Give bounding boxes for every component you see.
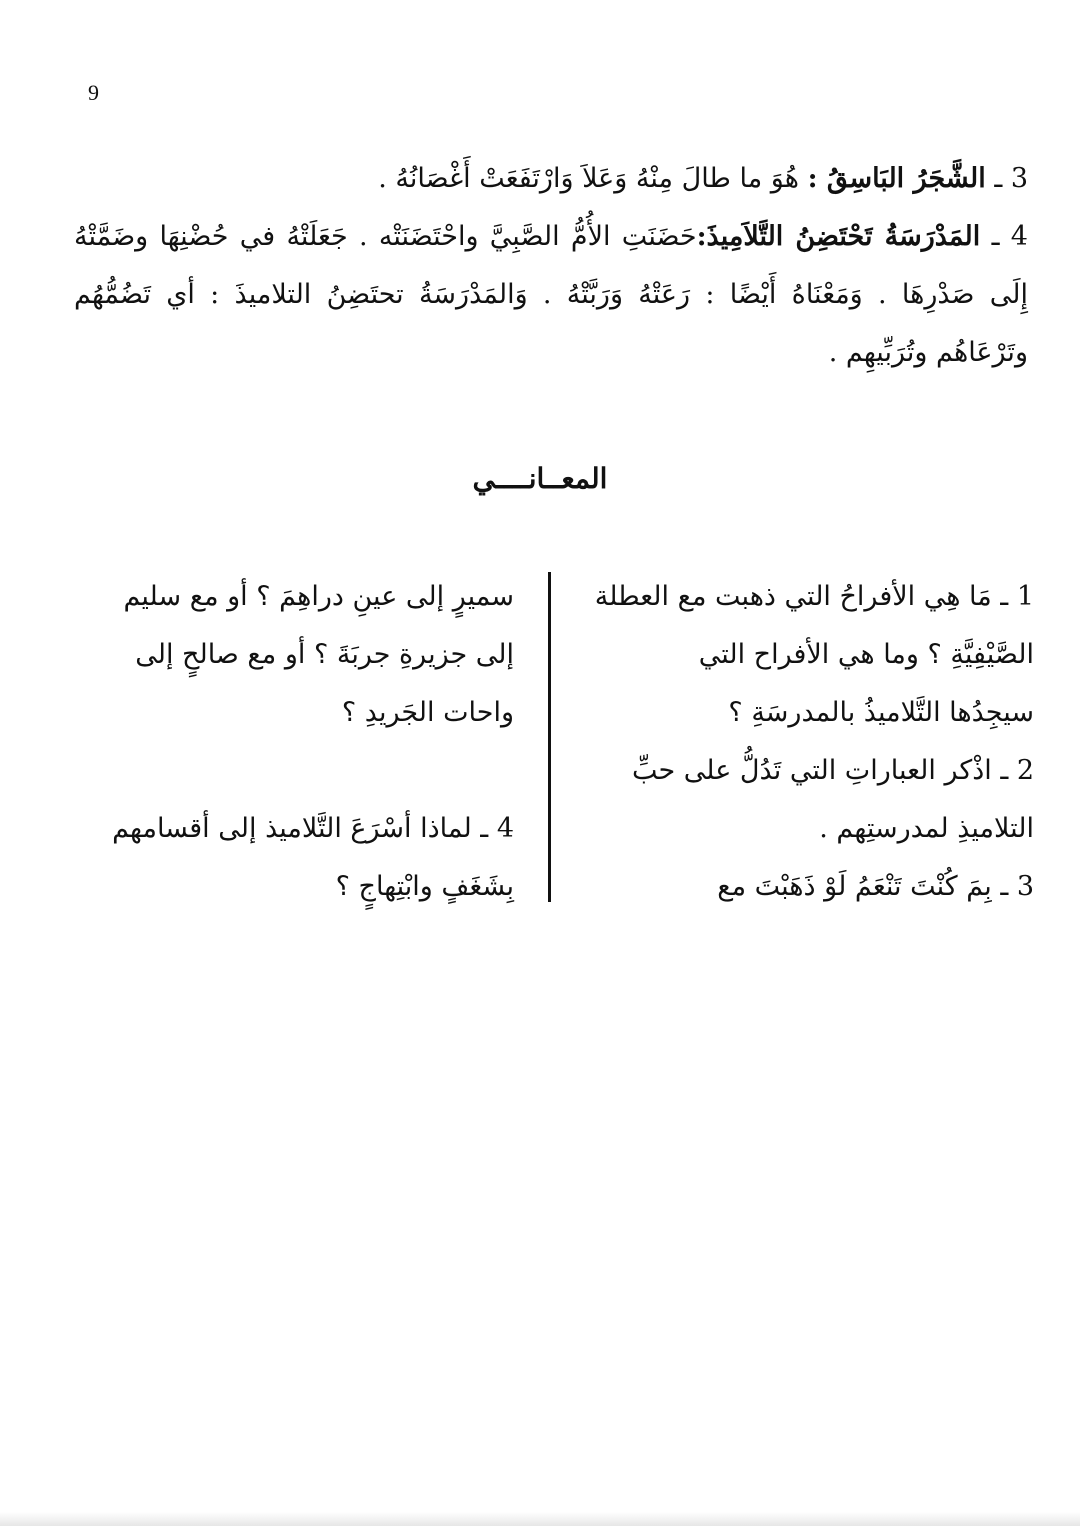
section-title: المعــانــــي <box>472 462 608 495</box>
questions-right-column <box>584 568 1034 916</box>
question-2-line-1: 2 ـ اذْكر العباراتِ التي تَدُلُّ على حبِّ <box>632 755 1034 786</box>
question-1-line-3: سيجِدُها التَّلاميذُ بالمدرسَةِ ؟ <box>728 697 1034 728</box>
questions-left-column <box>74 568 514 916</box>
question-2-line-2: التلاميذِ لمدرستِهم . <box>819 813 1034 844</box>
vocabulary-section <box>74 150 1028 382</box>
question-3-line-2: سميرٍ إلى عينِ دراهِمَ ؟ أو مع سليم <box>123 581 514 612</box>
question-3-line-4: واحات الجَريدِ ؟ <box>341 697 514 728</box>
scan-edge-shadow <box>0 1512 1080 1526</box>
question-1-line-1: 1 ـ مَا هِي الأفراحُ التي ذهبت مع العطلة <box>594 581 1034 612</box>
page-number: 9 <box>88 80 99 105</box>
question-4-line-1: 4 ـ لماذا أسْرَعَ التَّلاميذ إلى أقسامهم <box>112 813 514 844</box>
vocab-item-3-definition: هُوَ ما طالَ مِنْهُ وَعَلاَ وَارْتَفَعَتْ أَغْصَانُهُ . <box>378 163 799 194</box>
question-1-line-2: الصَّيْفِيَّةِ ؟ وما هي الأفراح التي <box>698 639 1034 670</box>
vocab-item-4-term: المَدْرَسَةُ تَحْتَضِنُ التَّلاَمِيذَ: <box>696 221 981 252</box>
question-spacer <box>74 742 514 800</box>
vocab-item-4 <box>74 208 1028 382</box>
vocab-item-3-term: الشَّجَرُ البَاسِقُ : <box>807 163 986 194</box>
question-3-line-3: إلى جزيرةِ جربَةَ ؟ أو مع صالحٍ إلى <box>135 639 514 670</box>
questions-section <box>74 568 1034 918</box>
vocab-item-4-definition: حَضَنَتِ الأُمُّ الصَّبِيَّ واحْتَضَنَتْه . جَعَلَتْهُ في حُضْنِهَا وضَمَّتْهُ إِلَى صَدْرِهَا . وَمَعْنَاهُ أَيْضًا : رَعَتْهُ وَرَبَّتْهُ . وَالمَدْرَسَةُ تحتَضِنُ التلاميذَ : أي تَضُمُّهُم وتَرْعَاهُم وتُرَبِّيهِم . <box>74 221 1028 368</box>
vocab-item-3-number: 3 ـ <box>994 163 1028 194</box>
vocab-item-3 <box>74 150 1028 208</box>
question-4-line-2: بِشَغَفٍ وابْتِهاجٍ ؟ <box>335 871 514 902</box>
vocab-item-4-number: 4 ـ <box>991 221 1028 252</box>
column-divider <box>548 572 551 902</box>
question-3-line-1: 3 ـ بِمَ كُنْتَ تَنْعَمُ لَوْ ذَهَبْتَ مع <box>717 871 1034 902</box>
